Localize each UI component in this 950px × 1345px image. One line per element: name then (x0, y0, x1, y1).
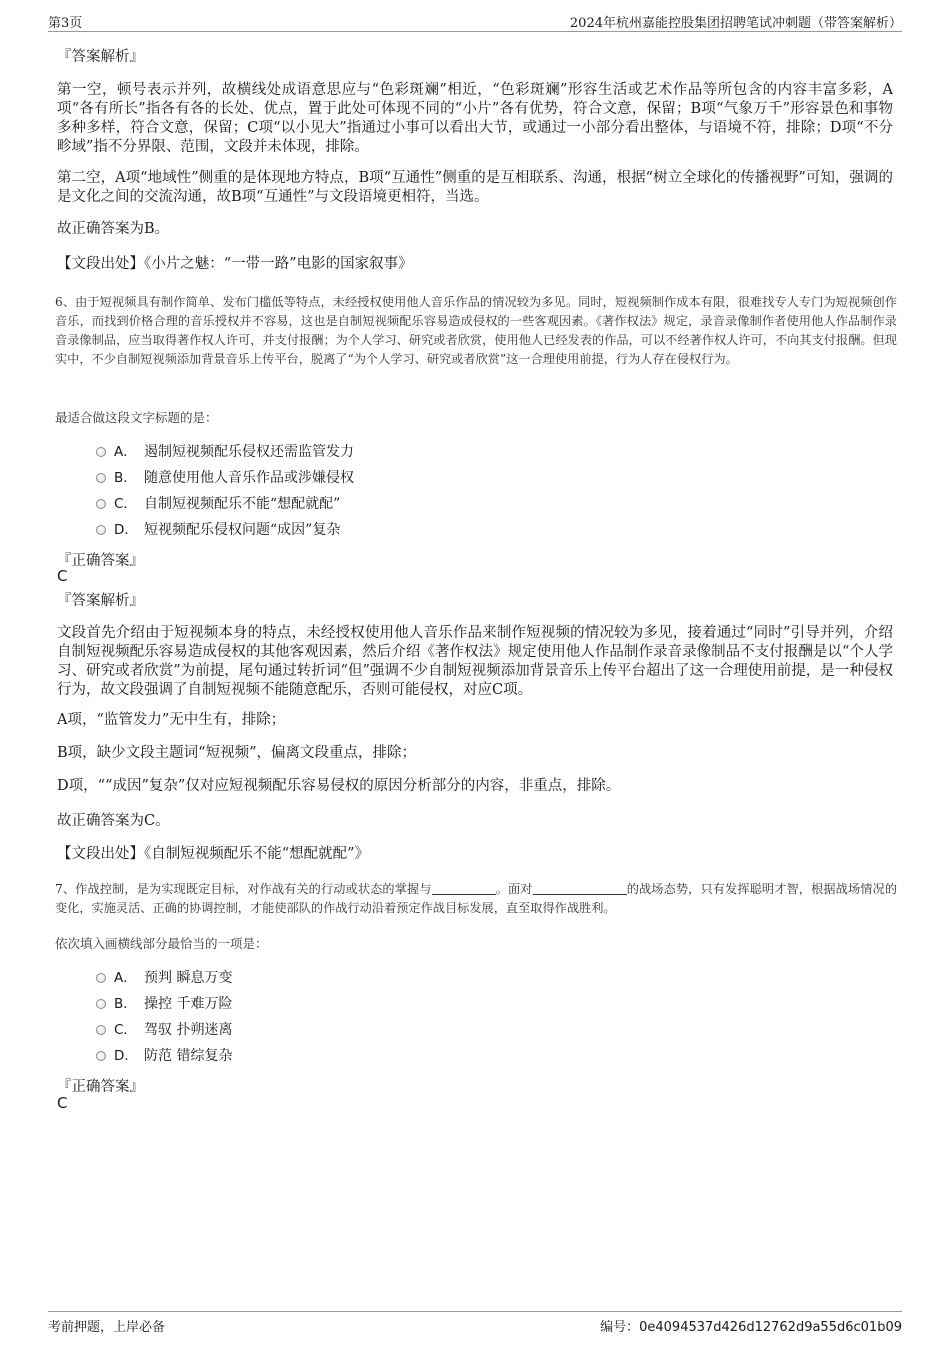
q7-text-part-1: 7、作战控制，是为实现既定目标，对作战有关的行动或状态的掌握与 (55, 882, 432, 896)
q7-option-b[interactable] (96, 994, 232, 1014)
page-header (48, 11, 902, 32)
q6-option-d[interactable] (96, 520, 340, 540)
q6-conclusion: 故正确答案为C。 (57, 813, 170, 829)
q6-option-c[interactable] (96, 494, 340, 514)
option-letter: C． (114, 496, 137, 512)
q6-note-b: B项，缺少文段主题词“短视频”，偏离文段重点，排除； (57, 745, 416, 761)
q5-analysis-para-1: 第一空，顿号表示并列，故横线处成语意思应与“色彩斑斓”相近，“色彩斑斓”形容生活或艺术作品等所包含的内容丰富多彩，A项“各有所长”指各有各的长处、优点，置于此处可体现不同的“小片”各有优势，符合文意，保留；B项“气象万千”形容景色和事物多种多样，符合文意，保留；C项“以小见大”指通过小事可以看出大节，或通过一小部分看出整体，与语境不符，排除；D项“不分畛域”指不分界限、范围，文段并未体现，排除。 (57, 82, 893, 155)
option-text: 自制短视频配乐不能“想配就配” (144, 496, 341, 512)
q6-question-text: 6、由于短视频具有制作简单、发布门槛低等特点，未经授权使用他人音乐作品的情况较为多见。同时，短视频制作成本有限，很难找专人专门为短视频创作音乐，而找到价格合理的音乐授权并不容易，这也是自制短视频配乐容易造成侵权的一些客观因素。《著作权法》规定，录音录像制作者使用他人作品制作录音录像制品，应当取得著作权人许可，并支付报酬；为个人学习、研究或者欣赏，使用他人已经发表的作品，可以不经著作权人许可，不向其支付报酬。但现实中，不少自制短视频添加背景音乐上传平台，脱离了“为个人学习、研究或者欣赏”这一合理使用前提，行为人存在侵权行为。 (55, 295, 897, 366)
q6-option-b[interactable] (96, 468, 354, 488)
radio-icon[interactable] (96, 447, 106, 457)
q5-analysis-para-2: 第二空，A项“地域性”侧重的是体现地方特点，B项“互通性”侧重的是互相联系、沟通，根据“树立全球化的传播视野”可知，强调的是文化之间的交流沟通，故B项“互通性”与文段语境更相符，当选。 (57, 170, 893, 205)
q6-option-a[interactable] (96, 442, 354, 462)
q7-option-d[interactable] (96, 1046, 232, 1066)
radio-icon[interactable] (96, 525, 106, 535)
q6-prompt: 最适合做这段文字标题的是： (55, 410, 218, 425)
option-text: 随意使用他人音乐作品或涉嫌侵权 (144, 470, 354, 486)
footer-code (600, 1316, 902, 1335)
q7-option-c[interactable] (96, 1020, 232, 1040)
option-letter: A． (114, 970, 137, 986)
option-text: 驾驭 扑朔迷离 (144, 1022, 233, 1038)
q6-note-d: D项，““成因”复杂”仅对应短视频配乐容易侵权的原因分析部分的内容，非重点，排除。 (57, 778, 621, 794)
footer-slogan: 考前押题，上岸必备 (48, 1320, 166, 1335)
q7-answer-label: 『正确答案』 (57, 1079, 144, 1095)
radio-icon[interactable] (96, 473, 106, 483)
q7-answer: C (57, 1094, 68, 1112)
q7-text-part-2: 。面对 (495, 882, 533, 896)
document-title: 2024年杭州嘉能控股集团招聘笔试冲刺题（带答案解析） (569, 16, 902, 31)
q7-option-a[interactable] (96, 968, 232, 988)
blank-2 (533, 882, 627, 895)
q6-note-a: A项，“监管发力”无中生有，排除； (57, 712, 286, 728)
q7-prompt: 依次填入画横线部分最恰当的一项是： (55, 936, 268, 951)
option-letter: D． (114, 1048, 138, 1064)
q6-answer: C (57, 567, 68, 585)
q5-conclusion: 故正确答案为B。 (57, 221, 170, 237)
q6-analysis-label: 『答案解析』 (57, 593, 144, 609)
radio-icon[interactable] (96, 499, 106, 509)
blank-1 (432, 882, 496, 895)
option-text: 短视频配乐侵权问题“成因”复杂 (144, 522, 341, 538)
q7-question-text (55, 880, 897, 918)
q5-source: 【文段出处】《小片之魅：“一带一路”电影的国家叙事》 (57, 256, 413, 272)
option-letter: A． (114, 444, 137, 460)
radio-icon[interactable] (96, 1051, 106, 1061)
page-footer (48, 1311, 902, 1334)
q6-source: 【文段出处】《自制短视频配乐不能“想配就配”》 (57, 846, 370, 862)
q5-analysis-label: 『答案解析』 (57, 49, 144, 65)
option-letter: C． (114, 1022, 137, 1038)
radio-icon[interactable] (96, 973, 106, 983)
option-text: 遏制短视频配乐侵权还需监管发力 (144, 444, 354, 460)
option-text: 防范 错综复杂 (144, 1048, 233, 1064)
radio-icon[interactable] (96, 999, 106, 1009)
option-letter: B． (114, 996, 137, 1012)
page-number: 第3页 (48, 16, 83, 31)
q7-text-part-3: 的战场态势，只有发挥聪明才智，根据战场情况的变化，实施灵活、正确的协调控制，才能使部队的作战行动沿着预定作战目标发展，直至取得作战胜利。 (55, 882, 898, 915)
option-letter: D． (114, 522, 138, 538)
footer-code-value: 0e4094537d426d12762d9a55d6c01b09 (639, 1320, 902, 1335)
q6-analysis-para-1: 文段首先介绍由于短视频本身的特点，未经授权使用他人音乐作品来制作短视频的情况较为多见，接着通过“同时”引导并列，介绍自制短视频配乐容易造成侵权的其他客观因素，然后介绍《著作权法》规定使用他人作品制作录音录像制品不支付报酬是以“个人学习、研究或者欣赏”为前提，尾句通过转折词“但”强调不少自制短视频添加背景音乐上传平台超出了这一合理使用前提，是一种侵权行为，故文段强调了自制短视频不能随意配乐，否则可能侵权，对应C项。 (57, 625, 893, 698)
q6-answer-label: 『正确答案』 (57, 553, 144, 569)
option-letter: B． (114, 470, 137, 486)
footer-code-label: 编号： (600, 1320, 640, 1335)
radio-icon[interactable] (96, 1025, 106, 1035)
option-text: 操控 千难万险 (144, 996, 233, 1012)
option-text: 预判 瞬息万变 (144, 970, 233, 986)
